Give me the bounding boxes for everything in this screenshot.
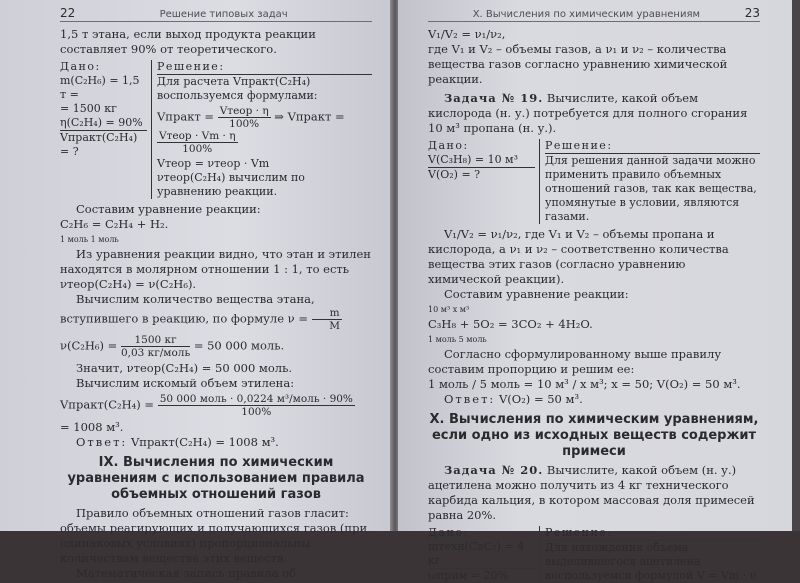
solution-label: Решение: [157, 60, 372, 75]
rule-text: Правило объемных отношений газов гласит: объемы реагирующих и получающихся газов (при одинаковых условиях) пропорциональны количествам вещества этих веществ. [60, 506, 368, 565]
proportion-text: Согласно сформулированному выше правилу составим пропорцию и решим ее: [428, 347, 722, 376]
answer-left: Ответ: Vпракт(C₂H₄) = 1008 м³. [76, 435, 279, 449]
given-line: V(C₃H₈) = 10 м³ [428, 153, 535, 168]
reaction-equation: C₂H₆ = C₂H₄ + H₂. [60, 217, 169, 231]
formula-nu: ν(C₂H₆) = $\frac{1500 кг}{\text{0,03 кг/моль}}$ = 50 000 моль. [60, 334, 285, 359]
ratio-text: Из уравнения реакции видно, что этан и этилен находятся в молярном отношении 1 : 1, то есть [60, 247, 371, 276]
running-head-right [428, 6, 760, 22]
proportion: 1 моль / 5 моль = 10 м³ / x м³; x = 50; V(O₂) = 50 м³. [428, 377, 741, 391]
given-line: = 1500 кг [60, 102, 117, 115]
given-find: V(O₂) = ? [428, 168, 481, 181]
eq-intro-19: Составим уравнение реакции: [444, 287, 629, 301]
given-line: m(C₂H₆) = 1,5 т = [60, 74, 140, 101]
task20: Задача № 20. Вычислите, какой объем (н. у.) ацетилена можно получить из 4 кг технического карбида кальция, в котором массовая доля примесей равна 20%. [428, 463, 755, 522]
page-right [398, 0, 800, 582]
reaction-equation-19: C₃H₈ + 5O₂ = 3CO₂ + 4H₂O. [428, 317, 593, 331]
solution-text: Для расчета Vпракт(C₂H₄) воспользуемся формулами: [157, 75, 318, 102]
answer-right: Ответ: V(O₂) = 50 м³. [444, 392, 583, 406]
vol-text: Вычислим искомый объем этилена: [76, 376, 295, 390]
given-line: η(C₂H₄) = 90% [60, 116, 147, 131]
intro-text: 1,5 т этана, если выход продукта реакции составляет 90% от теоретического. [60, 27, 316, 56]
formula-19: V₁/V₂ = ν₁/ν₂, где V₁ и V₂ – объемы пропана и кислорода, а ν₁ и ν₂ – соответственно количества вещества этих газов (согласно уравнению химической реакции). [428, 227, 729, 286]
solution-label: Решение: [545, 139, 760, 154]
nu-equality: νтеор(C₂H₄) = ν(C₂H₆). [60, 277, 197, 291]
given-label: Дано: [428, 139, 469, 152]
formula-vteor: Vтеор = νтеор · Vm [157, 157, 270, 170]
equation-moles-19: 1 моль 5 моль [428, 335, 487, 344]
given-line: ωприм = 20% [428, 569, 508, 582]
given-label: Дано: [428, 526, 469, 539]
formula-vprakt: Vпракт = $\frac{\text{Vтеор · η}}{100\%}$ ⇒ Vпракт = $\frac{\text{Vтеор · Vm · η}}{100\%}$ [157, 105, 345, 155]
section-title-x: X. Вычисления по химическим уравнениям, если одно из исходных веществ содержит примеси [429, 412, 759, 459]
calc-text: Вычислим количество вещества этана, вступившего в реакцию, по формуле ν = $\frac{m}{M}$ [60, 292, 340, 332]
formula-volume: Vпракт(C₂H₄) = $\frac{\text{50 000 моль · 0,0224 м³/моль · 90\%}}{100\%}$ [60, 393, 353, 418]
last-line: Математическая запись правила об [76, 566, 296, 580]
given-block-19 [428, 139, 760, 224]
section-title-ix: IX. Вычисления по химическим уравнениям с использованием правила объемных отношений газов [67, 455, 365, 502]
solution-tail: νтеор(C₂H₄) вычислим по уравнению реакции. [157, 171, 305, 198]
running-head-title-left: Решение типовых задач [159, 9, 288, 20]
top-formula: V₁/V₂ = ν₁/ν₂, [428, 27, 506, 41]
then-text: Значит, νтеор(C₂H₄) = 50 000 моль. [76, 361, 293, 375]
given-label: Дано: [60, 60, 101, 73]
running-head-left [60, 6, 372, 22]
equation-moles: 1 моль 1 моль [60, 235, 119, 244]
running-head-title-right: X. Вычисления по химическим уравнениям [472, 9, 701, 20]
given-find: Vпракт(C₂H₄) = ? [60, 131, 138, 158]
solution-label: Решение: [545, 526, 760, 541]
given-block-left [60, 60, 372, 199]
given-block-20 [428, 526, 760, 583]
volume-result: = 1008 м³. [60, 420, 124, 434]
equation-volumes: 10 м³ x м³ [428, 305, 470, 314]
page-number-right: 23 [744, 6, 760, 20]
top-text: где V₁ и V₂ – объемы газов, а ν₁ и ν₂ – количества вещества газов согласно уравнению химической реакции. [428, 42, 728, 86]
task19: Задача № 19. Вычислите, какой объем кислорода (н. у.) потребуется для полного сгорания 10 м³ пропана (н. у.). [428, 91, 748, 135]
page-number-left: 22 [60, 6, 76, 20]
cover-edge-right [792, 0, 800, 531]
eq-intro: Составим уравнение реакции: [76, 202, 261, 216]
solution-text: Для нахождения объема выделившегося ацетилена воспользуемся формулой V = Vm · ν [545, 541, 757, 582]
given-line: mтехн(CaC₂) = 4 кг [428, 540, 535, 569]
page-left [0, 0, 392, 580]
solution-text: Для решения данной задачи можно применить правило объемных отношений газов, так как вещества, упомянутые в условии, являются газами. [545, 154, 757, 223]
